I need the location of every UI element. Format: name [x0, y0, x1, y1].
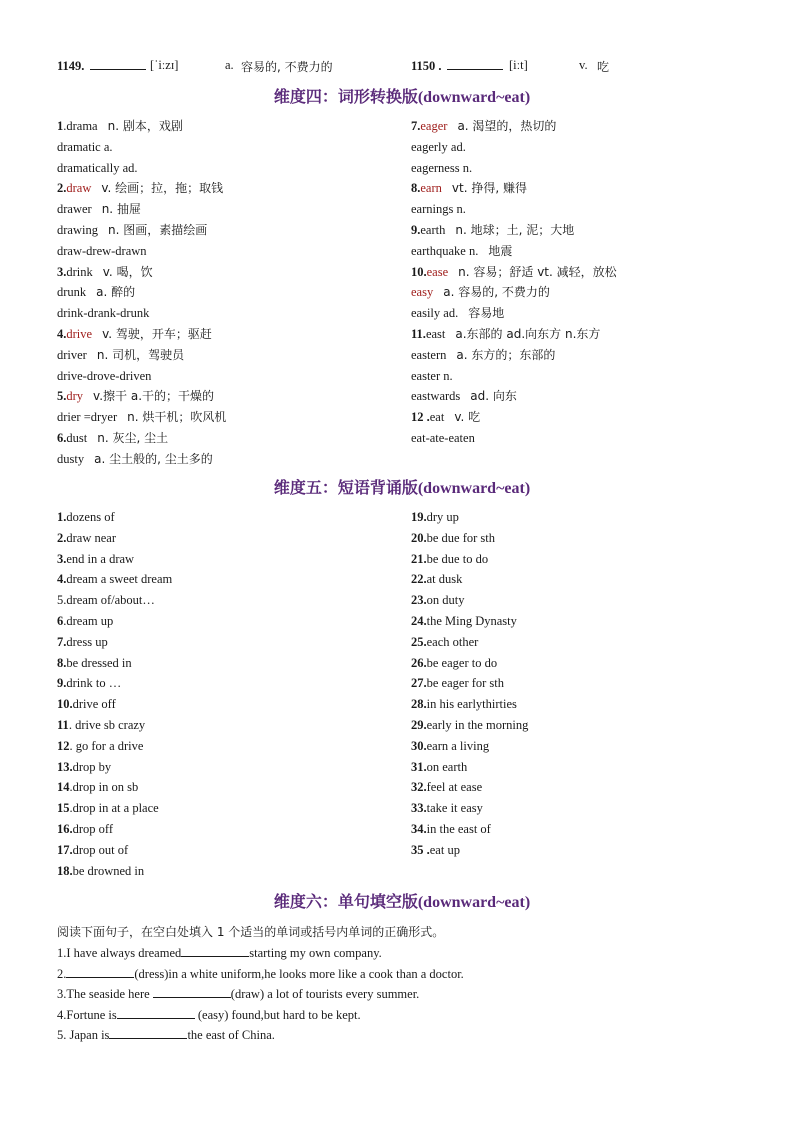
- definition: vt. 挣得, 赚得: [451, 181, 527, 196]
- headword: drunk: [57, 285, 87, 300]
- phrase-number: 15: [57, 801, 70, 816]
- word-form-row: [57, 345, 397, 366]
- entry-number: 7.: [411, 119, 421, 133]
- answer-blank[interactable]: [109, 1025, 187, 1039]
- word-form-row: [57, 449, 397, 470]
- phrase-number: 26.: [411, 655, 427, 670]
- word-form-row: [57, 386, 397, 407]
- phrase-row: [57, 549, 397, 570]
- phrase-number: 1.: [57, 510, 67, 524]
- phrase-number: 21.: [411, 551, 427, 566]
- phrase-text: in the east of: [426, 821, 491, 836]
- word-form-row: [411, 282, 751, 303]
- word-form-row: [411, 241, 751, 262]
- phrase-row: [57, 528, 397, 549]
- phrase-row: [411, 715, 751, 736]
- phrase-row: [57, 507, 397, 528]
- definition: a. 尘土般的, 尘土多的: [94, 451, 213, 466]
- phrase-row: [57, 757, 397, 778]
- section4-heading: 维度四：词形转换版(downward~eat): [273, 87, 531, 106]
- headword: dust: [66, 430, 88, 445]
- entry-number: 6.: [57, 430, 67, 445]
- entry-number: 1149.: [57, 59, 85, 73]
- headword: eat-ate-eaten: [411, 430, 475, 445]
- phrase-row: [411, 590, 751, 611]
- entry-number: 1150 .: [411, 59, 442, 73]
- entry-number: 9.: [411, 222, 421, 237]
- definition: a. 容易的, 不费力的: [443, 285, 550, 300]
- headword: easy: [411, 285, 434, 300]
- sentence-before: 1.I have always dreamed: [57, 946, 182, 960]
- phrase-row: [411, 528, 751, 549]
- phrase-number: 23.: [411, 593, 427, 608]
- headword: eager: [420, 119, 448, 133]
- word-form-row: [411, 158, 751, 179]
- phrase-text: dry up: [426, 510, 459, 524]
- phrase-text: drop by: [72, 759, 112, 774]
- phrase-row: [411, 798, 751, 819]
- entry-number: 5.: [57, 389, 67, 404]
- definition: n. 剧本，戏剧: [107, 119, 183, 133]
- phrase-row: [57, 736, 397, 757]
- headword: drink: [66, 264, 93, 279]
- headword: draw-drew-drawn: [57, 243, 147, 258]
- sentence-item: [57, 984, 747, 1005]
- phrase-number: 5.: [57, 593, 67, 608]
- definition: n. 抽屉: [101, 202, 141, 217]
- headword: drier =dryer: [57, 410, 118, 425]
- phrase-row: [411, 632, 751, 653]
- phrase-text: at dusk: [426, 572, 463, 587]
- word-form-row: [411, 262, 751, 283]
- phrase-row: [411, 757, 751, 778]
- phrase-row: [57, 590, 397, 611]
- definition: v. 喝，饮: [102, 264, 153, 279]
- phrase-number: 27.: [411, 676, 427, 691]
- headword: dry: [66, 389, 84, 404]
- phrase-text: .drop in on sb: [69, 780, 139, 795]
- answer-blank[interactable]: [66, 964, 134, 978]
- phrase-row: [57, 611, 397, 632]
- headword: easily ad.: [411, 306, 459, 321]
- word-form-row: [57, 282, 397, 303]
- phrase-row: [57, 632, 397, 653]
- phrase-text: be due for sth: [426, 530, 496, 545]
- sentence-item: [57, 1005, 747, 1026]
- phrase-row: [57, 715, 397, 736]
- phrase-number: 29.: [411, 717, 427, 732]
- phrase-number: 13.: [57, 759, 73, 774]
- headword: drawer: [57, 202, 92, 217]
- word-form-row: [57, 324, 397, 345]
- definition: 容易地: [468, 306, 505, 321]
- word-forms-right: [411, 116, 751, 449]
- phrase-number: 22.: [411, 572, 427, 587]
- meaning: 容易的, 不费力的: [241, 60, 333, 74]
- word-form-row: [411, 345, 751, 366]
- word-form-row: [57, 116, 397, 137]
- phrase-text: early in the morning: [426, 717, 529, 732]
- sentence-after: (draw) a lot of tourists every summer.: [230, 987, 420, 1002]
- word-form-row: [411, 178, 751, 199]
- phrase-row: [57, 798, 397, 819]
- headword: eagerness n.: [411, 160, 473, 175]
- sentence-before: 4.Fortune is: [57, 1007, 117, 1022]
- phrase-number: 35 .: [411, 842, 430, 857]
- headword: .drama: [63, 119, 98, 133]
- phrase-row: [57, 777, 397, 798]
- phrase-number: 10.: [57, 697, 73, 712]
- headword: driver: [57, 347, 87, 362]
- phrase-number: 18.: [57, 863, 73, 878]
- word-form-row: [57, 366, 397, 387]
- definition: v. 吃: [454, 410, 481, 425]
- phrase-number: 25.: [411, 634, 427, 649]
- phrase-text: the Ming Dynasty: [426, 613, 517, 628]
- headword: ease: [426, 264, 449, 279]
- sentence-after: starting my own company.: [249, 946, 382, 960]
- definition: a. 东方的；东部的: [456, 347, 556, 362]
- headword: drink-drank-drunk: [57, 306, 150, 321]
- headword: earnings n.: [411, 202, 466, 217]
- word-form-row: [411, 303, 751, 324]
- word-form-row: [411, 428, 751, 449]
- word-form-row: [411, 366, 751, 387]
- definition: n. 灰尘, 尘土: [97, 430, 169, 445]
- word-form-row: [57, 407, 397, 428]
- headword: earn: [420, 181, 442, 196]
- phrase-text: earn a living: [426, 738, 490, 753]
- word-form-row: [57, 199, 397, 220]
- phrase-row: [411, 507, 751, 528]
- headword: dramatic a.: [57, 139, 113, 154]
- phrase-number: 30.: [411, 738, 427, 753]
- entry-number: 3.: [57, 264, 67, 279]
- definition: a. 醉的: [96, 285, 136, 300]
- phrases-left: [57, 507, 397, 881]
- answer-blank[interactable]: [153, 984, 231, 998]
- phrase-number: 34.: [411, 821, 427, 836]
- definition: a. 渴望的，热切的: [457, 119, 557, 133]
- sentence-before: 2.: [57, 966, 67, 981]
- phrase-row: [411, 549, 751, 570]
- headword: eat: [429, 410, 445, 425]
- definition: n. 图画，素描绘画: [107, 222, 208, 237]
- phrase-text: on duty: [426, 593, 465, 608]
- headword: earthquake n.: [411, 243, 479, 258]
- phrase-text: end in a draw: [66, 551, 135, 566]
- phrase-number: 3.: [57, 551, 67, 566]
- answer-blank[interactable]: [90, 58, 146, 70]
- part-of-speech: v.: [579, 58, 588, 72]
- phrase-number: 4.: [57, 572, 67, 587]
- section6-heading: 维度六：单句填空版(downward~eat): [273, 892, 531, 911]
- word-form-row: [57, 262, 397, 283]
- word-form-row: [411, 199, 751, 220]
- phrase-text: dozens of: [66, 510, 115, 524]
- phrase-number: 24.: [411, 613, 427, 628]
- word-form-row: [411, 407, 751, 428]
- phrase-text: be due to do: [426, 551, 489, 566]
- headword: dramatically ad.: [57, 160, 138, 175]
- word-form-row: [57, 137, 397, 158]
- vocab-top-row: [57, 54, 747, 80]
- phrase-row: [411, 569, 751, 590]
- phrase-row: [57, 840, 397, 861]
- definition: v. 绘画；拉，拖；取钱: [101, 181, 224, 196]
- entry-number: 4.: [57, 326, 67, 341]
- headword: eagerly ad.: [411, 139, 466, 154]
- answer-blank[interactable]: [447, 58, 503, 70]
- phrase-text: drink to …: [66, 676, 122, 691]
- phrase-row: [411, 777, 751, 798]
- sentence-before: 5. Japan is: [57, 1028, 110, 1043]
- phrase-row: [57, 861, 397, 882]
- word-form-row: [57, 303, 397, 324]
- word-forms-columns: [57, 116, 747, 471]
- sentence-item: [57, 1025, 747, 1046]
- word-form-row: [57, 158, 397, 179]
- instruction-text: 阅读下面句子，在空白处填入 1 个适当的单词或括号内单词的正确形式。: [57, 925, 445, 939]
- phrase-columns: [57, 507, 747, 885]
- phrase-number: 7.: [57, 634, 67, 649]
- definition: a.东部的 ad.向东方 n.东方: [455, 326, 601, 341]
- phrase-number: 8.: [57, 655, 67, 670]
- phrase-text: draw near: [66, 530, 116, 545]
- phrase-number: 6: [57, 613, 64, 628]
- word-forms-left: [57, 116, 397, 470]
- headword: draw: [66, 181, 92, 196]
- phrase-text: each other: [426, 634, 479, 649]
- phrase-row: [57, 673, 397, 694]
- headword: earth: [420, 222, 446, 237]
- phrase-text: dress up: [66, 634, 108, 649]
- definition: 地震: [488, 243, 513, 258]
- part-of-speech: a.: [225, 58, 234, 72]
- definition: n. 司机，驾驶员: [96, 347, 185, 362]
- headword: drive-drove-driven: [57, 368, 152, 383]
- definition: v.擦干 a.干的；干燥的: [93, 389, 215, 404]
- phrase-number: 20.: [411, 530, 427, 545]
- word-form-row: [57, 428, 397, 449]
- phrase-text: on earth: [426, 759, 468, 774]
- phrase-text: be drowned in: [72, 863, 145, 878]
- phrase-text: feel at ease: [426, 780, 483, 795]
- phrase-row: [411, 653, 751, 674]
- entry-number: 12 .: [411, 410, 430, 425]
- phonetic: [ˈiːzɪ]: [150, 58, 179, 72]
- phrase-text: drop off: [72, 821, 114, 836]
- phrase-number: 16.: [57, 821, 73, 836]
- word-form-row: [57, 178, 397, 199]
- definition: v. 驾驶，开车；驱赶: [102, 326, 212, 341]
- phrase-text: dream of/about…: [66, 593, 155, 608]
- sentence-after: the east of China.: [187, 1028, 275, 1043]
- headword: drawing: [57, 222, 98, 237]
- phrase-number: 32.: [411, 780, 427, 795]
- phrase-number: 33.: [411, 801, 427, 816]
- sentence-item: [57, 943, 747, 964]
- phrase-number: 11: [57, 717, 69, 732]
- headword: dusty: [57, 451, 85, 466]
- sentence-after: (dress)in a white uniform,he looks more like a cook than a doctor.: [134, 966, 464, 981]
- sentence-before: 3.The seaside here: [57, 987, 153, 1002]
- entry-number: 2.: [57, 181, 67, 196]
- phrase-number: 28.: [411, 697, 427, 712]
- phrase-number: 2.: [57, 530, 67, 545]
- phrase-number: 31.: [411, 759, 427, 774]
- phrases-right: [411, 507, 751, 861]
- entry-number: 11.: [411, 326, 426, 341]
- phrase-text: in his earlythirties: [426, 697, 517, 712]
- phrase-text: be eager for sth: [426, 676, 505, 691]
- headword: eastwards: [411, 389, 461, 404]
- phrase-text: be dressed in: [66, 655, 132, 670]
- phrase-number: 9.: [57, 676, 67, 691]
- word-form-row: [57, 220, 397, 241]
- phrase-row: [57, 819, 397, 840]
- word-form-row: [57, 241, 397, 262]
- phrase-row: [411, 673, 751, 694]
- headword: east: [425, 326, 446, 341]
- phrase-text: eat up: [429, 842, 460, 857]
- word-form-row: [411, 324, 751, 345]
- phrase-row: [57, 569, 397, 590]
- meaning: 吃: [597, 60, 610, 74]
- entry-number: 10.: [411, 264, 427, 279]
- entry-number: 1: [57, 119, 64, 133]
- phrase-text: take it easy: [426, 801, 483, 816]
- phrase-number: 19.: [411, 510, 427, 524]
- answer-blank[interactable]: [181, 943, 249, 957]
- fill-blank-list: [57, 943, 747, 1046]
- phrase-row: [411, 819, 751, 840]
- phrase-text: . drive sb crazy: [68, 717, 146, 732]
- phrase-number: 14: [57, 780, 70, 795]
- phrase-text: be eager to do: [426, 655, 498, 670]
- phrase-row: [411, 611, 751, 632]
- word-form-row: [411, 137, 751, 158]
- phrase-number: 12: [57, 738, 70, 753]
- headword: drive: [66, 326, 93, 341]
- word-form-row: [411, 220, 751, 241]
- phrase-text: drive off: [72, 697, 116, 712]
- sentence-item: [57, 964, 747, 985]
- phrase-row: [57, 653, 397, 674]
- section5-heading: 维度五：短语背诵版(downward~eat): [273, 478, 531, 497]
- phrase-text: .dream up: [63, 613, 114, 628]
- phonetic: [iːt]: [509, 58, 528, 72]
- phrase-text: dream a sweet dream: [66, 572, 173, 587]
- word-form-row: [411, 116, 751, 137]
- phrase-row: [57, 694, 397, 715]
- worksheet-page: [57, 54, 747, 1046]
- phrase-row: [411, 694, 751, 715]
- headword: eastern: [411, 347, 447, 362]
- definition: n. 容易；舒适 vt. 减轻，放松: [458, 264, 617, 279]
- entry-number: 8.: [411, 181, 421, 196]
- phrase-row: [411, 736, 751, 757]
- phrase-number: 17.: [57, 842, 73, 857]
- definition: n. 地球；土, 泥；大地: [455, 222, 575, 237]
- definition: ad. 向东: [470, 389, 517, 404]
- phrase-text: .drop in at a place: [69, 801, 159, 816]
- definition: n. 烘干机；吹风机: [127, 410, 227, 425]
- sentence-after: (easy) found,but hard to be kept.: [194, 1007, 361, 1022]
- word-form-row: [411, 386, 751, 407]
- phrase-text: drop out of: [72, 842, 129, 857]
- phrase-text: . go for a drive: [69, 738, 144, 753]
- answer-blank[interactable]: [117, 1005, 195, 1019]
- headword: easter n.: [411, 368, 453, 383]
- phrase-row: [411, 840, 751, 861]
